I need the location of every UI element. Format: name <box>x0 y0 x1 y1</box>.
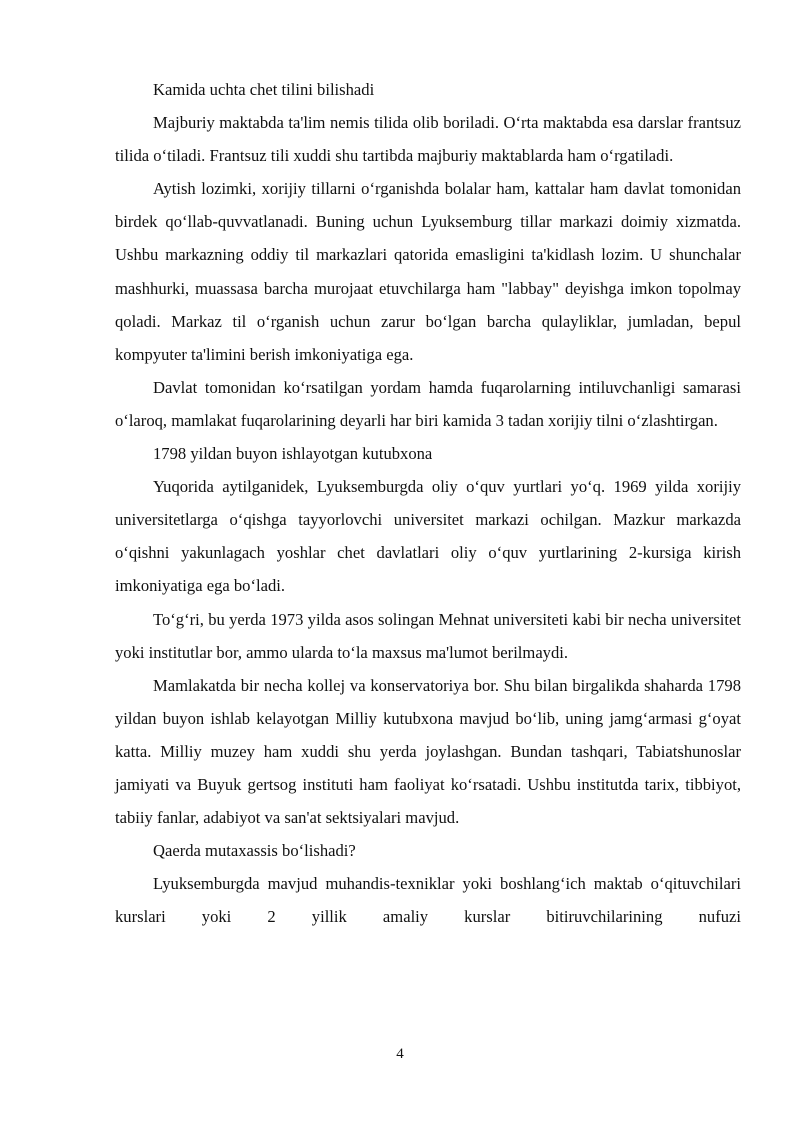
paragraph: Lyuksemburgda mavjud muhandis-texniklar yoki boshlang‘ich maktab o‘qituvchilari kurslari yoki 2 yillik amaliy kurslar bitiruvchilarining nufuzi <box>115 874 741 927</box>
section-heading: 1798 yildan buyon ishlayotgan kutubxona <box>153 444 433 464</box>
paragraph: Davlat tomonidan ko‘rsatilgan yordam hamda fuqarolarning intiluvchanligi samarasi o‘laroq, mamlakat fuqarolarining deyarli har biri kamida 3 tadan xorijiy tilni o‘zlashtirgan. <box>115 377 741 430</box>
paragraph: Majburiy maktabda ta'lim nemis tilida olib boriladi. O‘rta maktabda esa darslar frantsuz tilida o‘tiladi. Frantsuz tili xuddi shu tartibda majburiy maktablarda ham o‘rgatiladi. <box>115 113 741 166</box>
section-heading: Kamida uchta chet tilini bilishadi <box>153 80 375 99</box>
paragraph: Aytish lozimki, xorijiy tillarni o‘rganishda bolalar ham, kattalar ham davlat tomonidan birdek qo‘llab-quvvatlanadi. Buning uchun Lyuksemburg tillar markazi doimiy xizmatda. Ushbu markazning oddiy til markazlari qatorida emasligini ta'kidlash lozim. U shunchalar mashhurki, muassasa barcha murojaat etuvchilarga ham "labbay" deyishga imkon topolmay qoladi. Markaz til o‘rganish uchun zarur bo‘lgan barcha qulayliklar, jumladan, bepul kompyuter ta'limini berish imkoniyatiga ega. <box>115 179 741 364</box>
paragraph: To‘g‘ri, bu yerda 1973 yilda asos solingan Mehnat universiteti kabi bir necha universitet yoki institutlar bor, ammo ularda to‘la maxsus ma'lumot berilmaydi. <box>115 609 741 662</box>
page-number: 4 <box>396 1046 404 1062</box>
paragraph: Yuqorida aytilganidek, Lyuksemburgda oliy o‘quv yurtlari yo‘q. 1969 yilda xorijiy universitetlarga o‘qishga tayyorlovchi universitet markazi ochilgan. Mazkur markazda o‘qishni yakunlagach yoshlar chet davlatlari oliy o‘quv yurtlarining 2-kursiga kirish imkoniyatiga ega bo‘ladi. <box>115 477 741 596</box>
paragraph: Mamlakatda bir necha kollej va konservatoriya bor. Shu bilan birgalikda shaharda 1798 yildan buyon ishlab kelayotgan Milliy kutubxona mavjud bo‘lib, uning jamg‘armasi g‘oyat katta. Milliy muzey ham xuddi shu yerda joylashgan. Bundan tashqari, Tabiatshunoslar jamiyati va Buyuk gertsog instituti ham faoliyat ko‘rsatadi. Ushbu institutda tarix, tibbiyot, tabiiy fanlar, adabiyot va san'at sektsiyalari mavjud. <box>115 675 741 828</box>
document-body <box>115 73 741 933</box>
section-heading: Qaerda mutaxassis bo‘lishadi? <box>153 841 356 861</box>
